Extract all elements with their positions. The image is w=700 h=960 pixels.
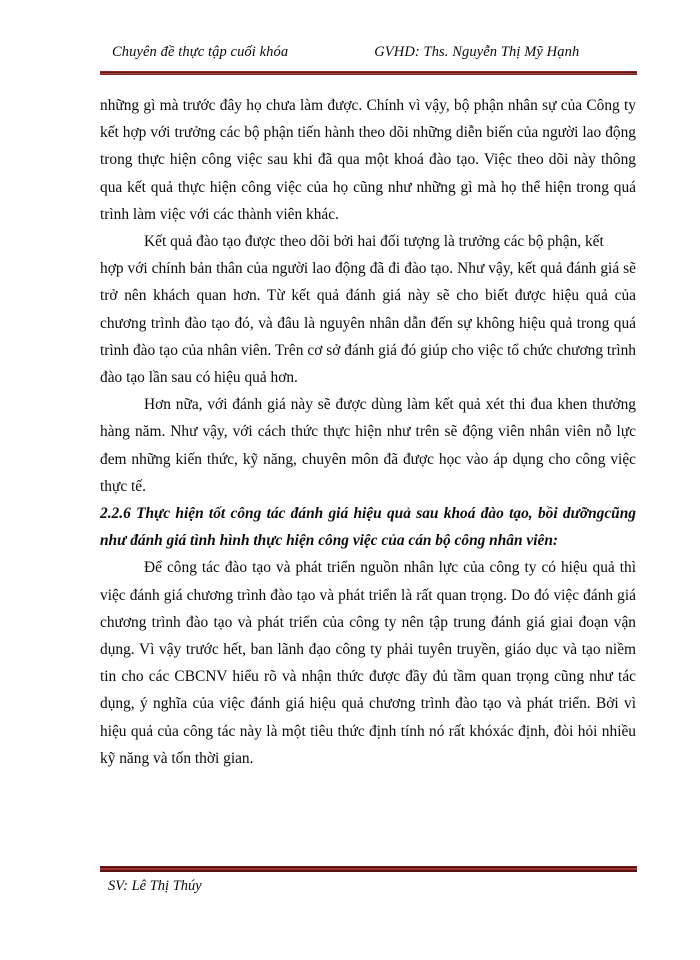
- footer-row: [108, 878, 202, 895]
- paragraph-3: Hơn nữa, với đánh giá này sẽ được dùng làm kết quả xét thi đua khen thưởng hàng năm. Như vậy, với cách thức thực hiện như trên sẽ động viên nhân viên nỗ lực đem những kiến thức, kỹ năng, chuyên môn đã được học vào áp dụng cho công việc thực tế.: [100, 396, 636, 495]
- paragraph-2-first-line: Kết quả đào tạo được theo dõi bởi hai đối tượng là trưởng các bộ phận, kết: [144, 233, 604, 251]
- paragraph-4: Để công tác đào tạo và phát triển nguồn nhân lực của công ty có hiệu quả thì việc đánh giá chương trình đào tạo và phát triển là rất quan trọng. Do đó việc đánh giá chương trình đào tạo và phát triển của công ty nên tập trung đánh giá giai đoạn vận dụng. Vì vậy trước hết, ban lãnh đạo công ty phải tuyên truyền, giáo dục và tạo niềm tin cho các CBCNV hiểu rõ và nhận thức được đầy đủ tầm quan trọng cũng như tác dụng, ý nghĩa của việc đánh giá hiệu quả chương trình đào tạo và phát triển. Bởi vì hiệu quả của công tác này là một tiêu thức định tính nó rất khóxác định, đòi hỏi nhiều kỹ năng và tốn thời gian.: [100, 559, 636, 767]
- section-heading-2-2-6: 2.2.6 Thực hiện tốt công tác đánh giá hiệu quả sau khoá đào tạo, bồi dưỡngcũng như đánh giá tình hình thực hiện công việc của cán bộ công nhân viên:: [100, 505, 636, 550]
- document-body: [100, 92, 636, 772]
- footer-rule: [100, 866, 637, 872]
- header-right-advisor: GVHD: Ths. Nguyễn Thị Mỹ Hạnh: [374, 44, 580, 60]
- page-header: [100, 44, 637, 78]
- paragraph-2-continued: hợp với chính bản thân của người lao động đã đi đào tạo. Như vậy, kết quả đánh giá sẽ trở nên khách quan hơn. Từ kết quả đánh giá này sẽ cho biết được hiệu quả của chương trình đào tạo đó, và đâu là nguyên nhân dẫn đến sự không hiệu quả trong quá trình đào tạo của nhân viên. Trên cơ sở đánh giá đó giúp cho việc tổ chức chương trình đào tạo lần sau có hiệu quả hơn.: [100, 260, 636, 387]
- page-footer: [100, 866, 637, 906]
- header-rule: [100, 71, 637, 75]
- header-row: [100, 44, 637, 61]
- header-left-title: Chuyên đề thực tập cuối khóa: [112, 44, 289, 60]
- paragraph-1: những gì mà trước đây họ chưa làm được. Chính vì vậy, bộ phận nhân sự của Công ty kết hợp với trưởng các bộ phận tiến hành theo dõi những diễn biến của người lao động trong thực hiện công việc sau khi đã qua một khoá đào tạo. Việc theo dõi này thông qua kết quả thực hiện công việc của họ cũng như những gì mà họ thể hiện trong quá trình làm việc với các thành viên khác.: [100, 97, 636, 223]
- footer-student-name: SV: Lê Thị Thúy: [108, 878, 202, 894]
